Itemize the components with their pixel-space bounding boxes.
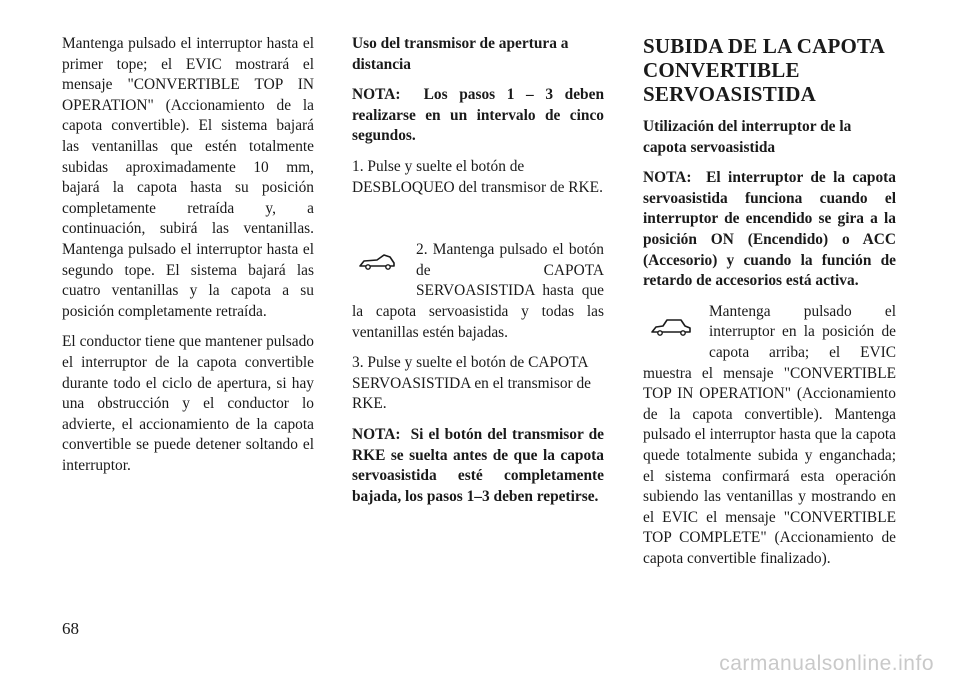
note-label: NOTA: xyxy=(352,86,401,104)
note-label: NOTA: xyxy=(352,425,401,443)
step-3: 3. Pulse y suelte el botón de CAPOTA SERVOASISTIDA en el transmisor de RKE. xyxy=(352,354,592,413)
note-text: Si el botón del transmisor de RKE se suelta antes de que la capota servoasistida esté completamente bajada, los pasos 1–3 deben repetirse. xyxy=(352,425,604,505)
column-middle xyxy=(352,34,604,517)
page-number: 68 xyxy=(62,619,79,638)
note-text: Los pasos 1 – 3 deben realizarse en un intervalo de cinco segundos. xyxy=(352,86,604,145)
step-1: 1. Pulse y suelte el botón de DESBLOQUEO del transmisor de RKE. xyxy=(352,157,603,196)
step-2-text: 2. Mantenga pulsado el botón de CAPOTA SERVOASISTIDA hasta que la capota servoasistida y todas las ventanillas estén bajadas. xyxy=(352,241,604,341)
note xyxy=(352,85,604,147)
note xyxy=(643,168,896,292)
note-label: NOTA: xyxy=(643,169,692,187)
body-paragraph xyxy=(643,302,896,570)
section-title: SUBIDA DE LA CAPOTA CONVERTIBLE SERVOASISTIDA xyxy=(643,34,884,106)
section-subheading: Utilización del interruptor de la capota servoasistida xyxy=(643,118,852,156)
note xyxy=(352,425,604,507)
paragraph: Mantenga pulsado el interruptor hasta el primer tope; el EVIC mostrará el mensaje "CONVERTIBLE TOP IN OPERATION" (Accionamiento de la capota convertible). El sistema bajará las ventanillas que estén totalmente subidas aproximadamente 10 mm, bajará la capota hasta su posición completamente retraída y, a continuación, subirá las ventanillas. Mantenga pulsado el interruptor hasta el segundo tope. El sistema bajará las cuatro ventanillas y la capota a su posición completamente retraída. xyxy=(62,35,314,320)
paragraph: El conductor tiene que mantener pulsado el interruptor de la capota convertible durante todo el ciclo de apertura, si hay una obstrucción y el conductor lo advierte, el accionamiento de la capota convertible se puede detener soltando el interruptor. xyxy=(62,333,314,474)
watermark: carmanualsonline.info xyxy=(719,652,934,675)
convertible-top-up-icon xyxy=(643,302,699,352)
column-left xyxy=(62,34,314,486)
note-text: El interruptor de la capota servoasistida funciona cuando el interruptor de encendido se gira a la posición ON (Encendido) o ACC (Accesorio) y cuando la función de retardo de accesorios está activa. xyxy=(643,169,896,290)
step-2 xyxy=(352,240,604,343)
section-heading: Uso del transmisor de apertura a distancia xyxy=(352,35,569,73)
column-right xyxy=(643,34,896,579)
body-text: Mantenga pulsado el interruptor en la posición de capota arriba; el EVIC muestra el mensaje "CONVERTIBLE TOP IN OPERATION" (Accionamiento de la capota convertible). Mantenga pulsado el interruptor hasta que la capota quede totalmente subida y enganchada; el sistema confirmará esta operación subiendo las ventanillas y mostrando en el EVIC el mensaje "CONVERTIBLE TOP COMPLETE" (Accionamiento de capota convertible finalizado). xyxy=(643,302,896,567)
convertible-top-down-icon xyxy=(352,240,402,282)
